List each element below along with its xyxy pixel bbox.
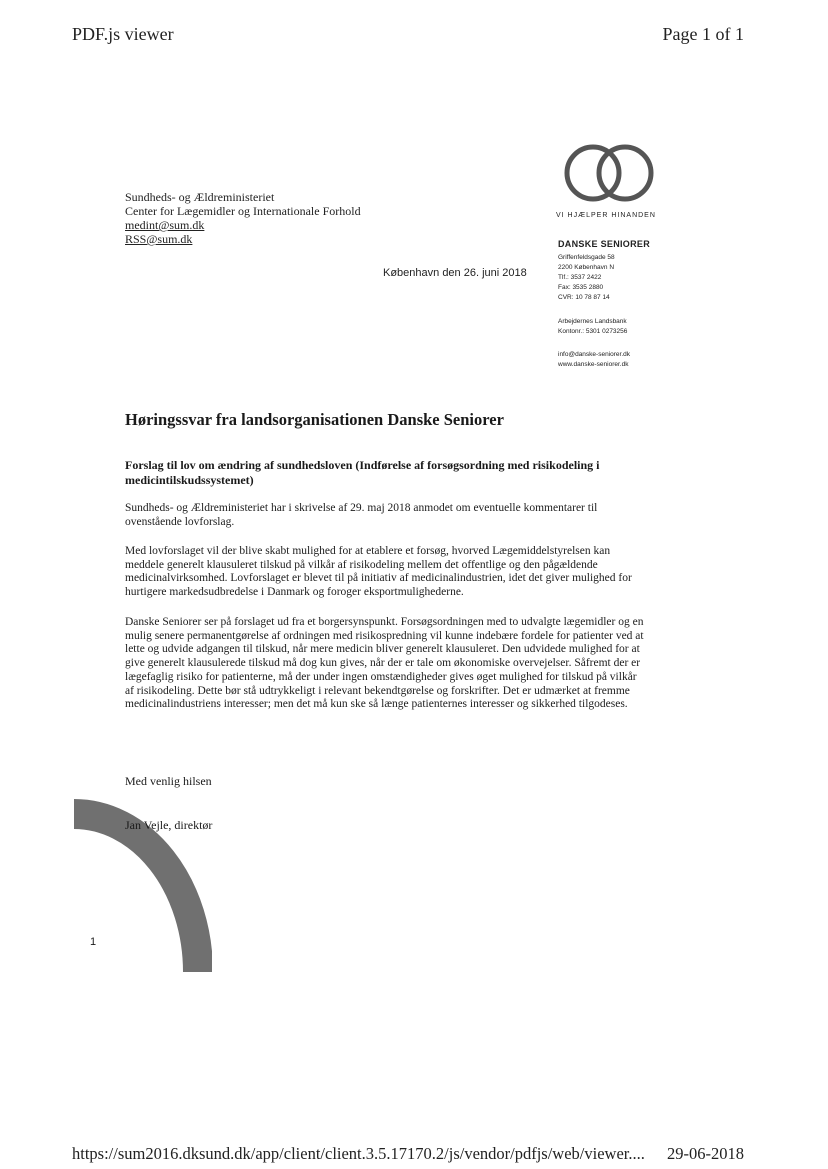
interlocking-rings-logo-icon — [560, 140, 660, 206]
closing-greeting: Med venlig hilsen — [125, 774, 212, 788]
document-subtitle: Forslag til lov om ændring af sundhedsloven (Indførelse af forsøgsordning med risikodeling i medicintilskudssystemet) — [125, 458, 600, 487]
body-paragraph: Danske Seniorer ser på forslaget ud fra et borgersynspunkt. Forsøgsordningen med to udvalgte lægemidler og en mulig senere permanentgørelse af ordningen med risikospredning vil kunne indebære fordele for patienter ved at lette og udvide adgangen til tilskud, når mere medicin bliver generelt klausuleret. Den udvidede mulighed for at give generelt klausulerede tilskud må dog kun gives, når der er tale om økonomiske overvejelser. Såfremt der er lægefaglig risiko for patienterne, må der under ingen omstændigheder gives øget mulighed for tilskud på vilkår af risikodeling. Dette bør stå udtrykkeligt i relevant bekendtgørelse og forskrifter. Det er udmærket at fremme medicinalindustriens interesser; men det må kun ske så længe patienternes interesser og sikkerhed tilgodeses. — [125, 616, 644, 711]
viewer-title: PDF.js viewer — [72, 24, 174, 44]
organization-city: 2200 København N — [558, 264, 615, 271]
footer-date: 29-06-2018 — [667, 1144, 744, 1163]
organization-name: DANSKE SENIORER — [558, 239, 651, 249]
organization-email: info@danske-seniorer.dk — [558, 351, 630, 358]
recipient-ministry: Sundheds- og Ældreministeriet — [125, 190, 275, 204]
organization-fax: Fax: 3535 2880 — [558, 284, 604, 291]
recipient-email-link-2[interactable]: RSS@sum.dk — [125, 232, 193, 246]
body-paragraph: Med lovforslaget vil der blive skabt mulighed for at etablere et forsøg, hvorved Lægemiddelstyrelsen kan meddele generelt klausuleret tilskud på vilkår af risikodeling mellem det offentlige og den pågældende medicinalvirksomhed. Lovforslaget er blevet til på initiativ af medicinalindustrien, idet det giver mulighed for hurtigere markedsudbredelse i Danmark og foroger eksportmulighederne. — [125, 545, 632, 599]
letter-date: København den 26. juni 2018 — [383, 267, 527, 279]
body-paragraph: Sundheds- og Ældreministeriet har i skrivelse af 29. maj 2018 anmodet om eventuelle kommentarer til ovenstående lovforslag. — [125, 502, 598, 528]
danske-seniorer-logo — [556, 140, 668, 219]
organization-phone: Tlf.: 3537 2422 — [558, 274, 602, 281]
organization-website: www.danske-seniorer.dk — [558, 361, 629, 368]
logo-tagline: VI HJÆLPER HINANDEN — [556, 212, 656, 219]
recipient-department: Center for Lægemidler og Internationale Forhold — [125, 204, 361, 218]
page-count: Page 1 of 1 — [662, 24, 744, 44]
recipient-email-link[interactable]: medint@sum.dk — [125, 218, 205, 232]
organization-cvr: CVR: 10 78 87 14 — [558, 294, 610, 301]
signature-name: Jan Vejle, direktør — [125, 818, 213, 832]
footer-url: https://sum2016.dksund.dk/app/client/client.3.5.17170.2/js/vendor/pdfjs/web/viewer.... — [72, 1144, 645, 1163]
page-number: 1 — [90, 936, 97, 948]
organization-account: Kontonr.: 5301 0273256 — [558, 328, 628, 335]
document-title: Høringssvar fra landsorganisationen Danske Seniorer — [125, 410, 504, 429]
organization-bank: Arbejdernes Landsbank — [558, 318, 627, 325]
organization-street: Griffenfeldsgade 58 — [558, 254, 615, 261]
